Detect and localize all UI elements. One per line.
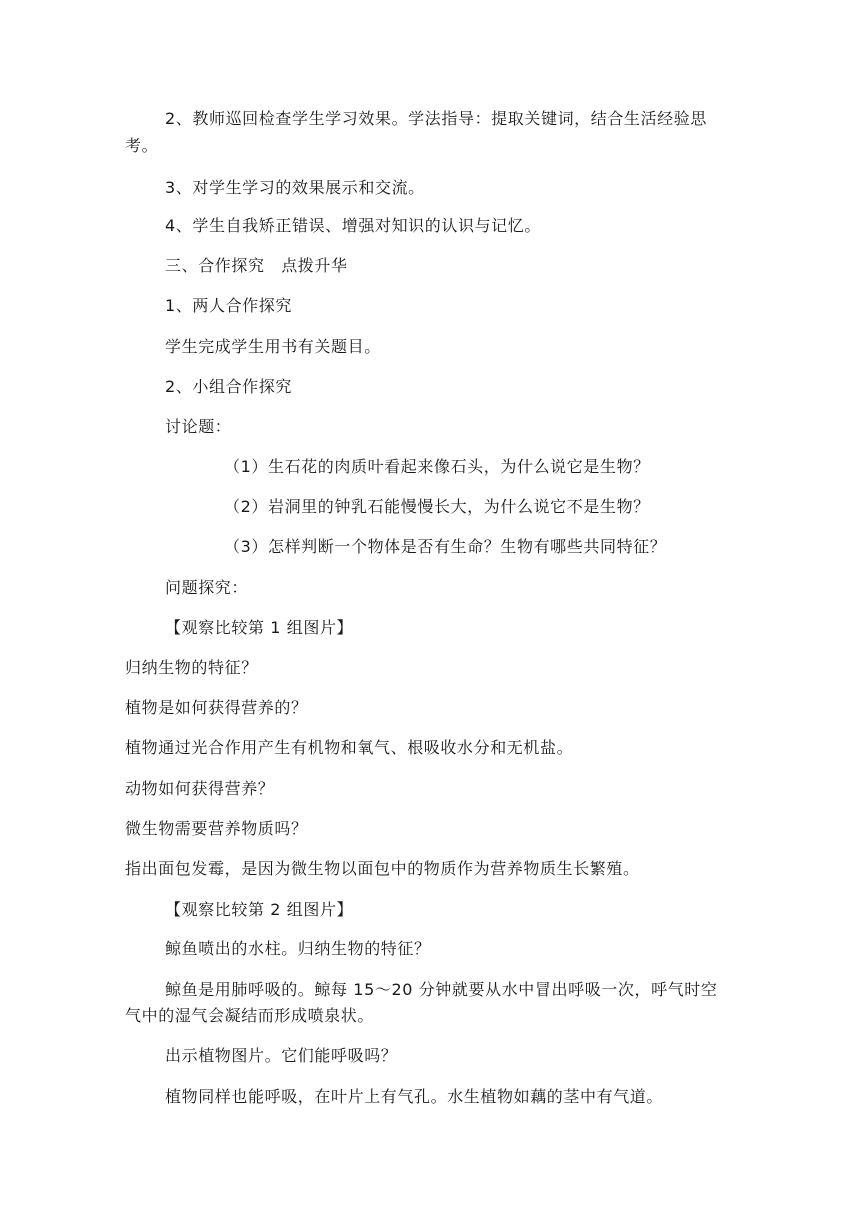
paragraph: 3、对学生学习的效果展示和交流。 bbox=[165, 178, 425, 197]
paragraph: 出示植物图片。它们能呼吸吗？ bbox=[165, 1046, 398, 1065]
discussion-question: （1）生石花的肉质叶看起来像石头，为什么说它是生物？ bbox=[224, 457, 650, 476]
paragraph: 2、教师巡回检查学生学习效果。学法指导：提取关键词，结合生活经验思 bbox=[165, 109, 707, 128]
paragraph: 植物是如何获得营养的？ bbox=[125, 698, 308, 717]
paragraph: 讨论题： bbox=[165, 417, 232, 436]
paragraph: 4、学生自我矫正错误、增强对知识的认识与记忆。 bbox=[165, 216, 541, 235]
paragraph: 植物同样也能呼吸，在叶片上有气孔。水生植物如藕的茎中有气道。 bbox=[165, 1087, 664, 1106]
paragraph: 考。 bbox=[125, 136, 159, 155]
paragraph: 植物通过光合作用产生有机物和氧气、根吸收水分和无机盐。 bbox=[125, 738, 574, 757]
discussion-question: （3）怎样判断一个物体是否有生命？生物有哪些共同特征？ bbox=[224, 537, 667, 556]
paragraph: 气中的湿气会凝结而形成喷泉状。 bbox=[125, 1006, 375, 1025]
section-heading: 三、合作探究 点拨升华 bbox=[165, 256, 348, 275]
paragraph: 2、小组合作探究 bbox=[165, 377, 292, 396]
paragraph: 动物如何获得营养？ bbox=[125, 779, 275, 798]
paragraph: 鲸鱼是用肺呼吸的。鲸每 15～20 分钟就要从水中冒出呼吸一次，呼气时空 bbox=[165, 980, 718, 999]
paragraph: 学生完成学生用书有关题目。 bbox=[165, 337, 381, 356]
paragraph: 问题探究： bbox=[165, 578, 249, 597]
discussion-question: （2）岩洞里的钟乳石能慢慢长大，为什么说它不是生物？ bbox=[224, 497, 650, 516]
paragraph: 【观察比较第 2 组图片】 bbox=[165, 900, 354, 919]
paragraph: 归纳生物的特征？ bbox=[125, 658, 258, 677]
paragraph: 指出面包发霉，是因为微生物以面包中的物质作为营养物质生长繁殖。 bbox=[125, 859, 640, 878]
paragraph: 鲸鱼喷出的水柱。归纳生物的特征？ bbox=[165, 939, 431, 958]
paragraph: 1、两人合作探究 bbox=[165, 296, 292, 315]
paragraph: 微生物需要营养物质吗？ bbox=[125, 819, 308, 838]
paragraph: 【观察比较第 1 组图片】 bbox=[165, 618, 354, 637]
